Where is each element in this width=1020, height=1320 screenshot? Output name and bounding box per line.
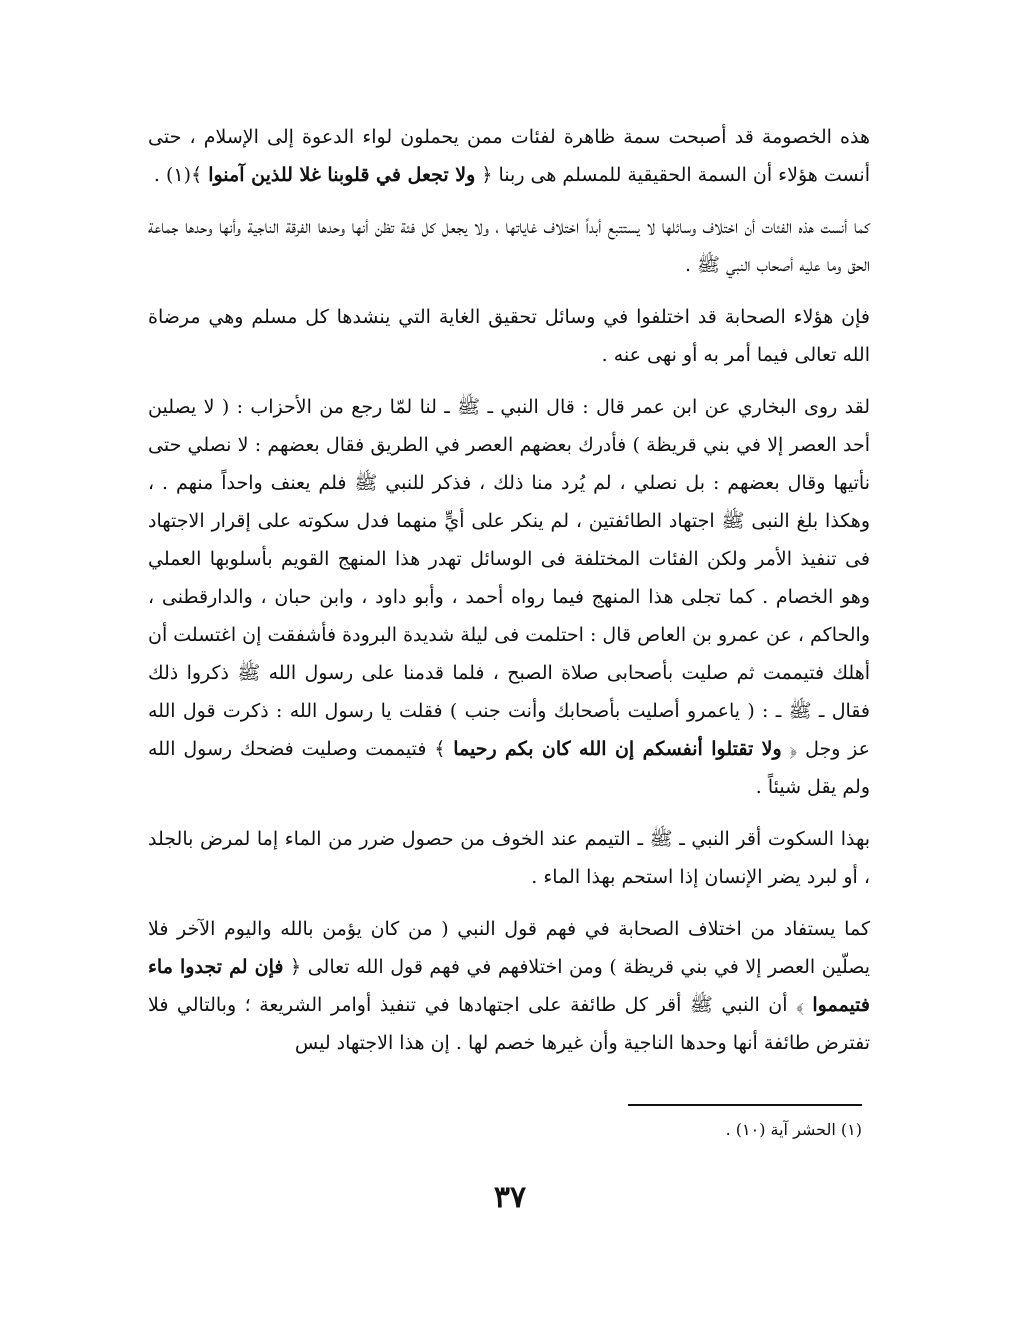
paragraph-2-text: كما أنست هذه الفئات أن اختلاف وسائلها لا يستتبع أبداً اختلاف غاياتها ، ولا يجعل كل فئة تظن أنها وحدها الفرقة الناجية وأنها وحدها جماعة الحق وما عليه أصحاب النبي ﷺ . [148, 216, 870, 276]
paragraph-2 [148, 208, 870, 284]
paragraph-5 [148, 820, 870, 896]
quran-verse-2: ولا تقتلوا أنفسكم إن الله كان بكم رحيما [453, 738, 782, 760]
footnote: (١) الحشر آية (١٠) . [725, 1120, 862, 1139]
paragraph-3 [148, 298, 870, 374]
page-body [148, 118, 870, 1076]
paragraph-6 [148, 910, 870, 1062]
paragraph-1-text: هذه الخصومة قد أصبحت سمة ظاهرة لفئات ممن يحملون لواء الدعوة إلى الإسلام ، حتى أنست هؤلاء أن السمة الحقيقية للمسلم هى ربنا ﴿ [148, 126, 870, 186]
paragraph-5-text: بهذا السكوت أقر النبي ـ ﷺ ـ التيمم عند الخوف من حصول ضرر من الماء إما لمرض بالجلد ، أو لبرد يضر الإنسان إذا استحم بهذا الماء . [148, 828, 870, 888]
paragraph-1-text-end: ﴾(١) . [153, 164, 203, 186]
paragraph-6-text: كما يستفاد من اختلاف الصحابة في فهم قول النبي ( من كان يؤمن بالله واليوم الآخر فلا يصلّين العصر إلا في بني قريظة ) ومن اختلافهم في فهم قول الله تعالى ﴿ [148, 918, 870, 978]
quran-verse-1: ولا تجعل في قلوبنا غلا للذين آمنوا [208, 164, 476, 186]
paragraph-6-text-end: ﴾ أن النبي ﷺ أقر كل طائفة على اجتهادها في تنفيذ أوامر الشريعة ؛ وبالتالي فلا تفترض طائفة أنها وحدها الناجية وأن غيرها خصم لها . إن هذا الاجتهاد ليس [148, 994, 870, 1054]
page-number: ٣٧ [493, 1180, 527, 1215]
paragraph-4 [148, 388, 870, 806]
paragraph-3-text: فإن هؤلاء الصحابة قد اختلفوا في وسائل تحقيق الغاية التي ينشدها كل مسلم وهي مرضاة الله تعالى فيما أمر به أو نهى عنه . [148, 306, 870, 366]
footnote-divider [628, 1104, 862, 1106]
paragraph-1 [148, 118, 870, 194]
paragraph-4-text-end: ﴾ فتيممت وصليت فضحك رسول الله ولم يقل شيئاً . [148, 738, 870, 798]
quran-verse-3: فإن لم تجدوا ماء فتيمموا [148, 956, 870, 1016]
paragraph-4-text: لقد روى البخاري عن ابن عمر قال : قال النبي ـ ﷺ ـ لنا لمّا رجع من الأحزاب : ( لا يصلين أحد العصر إلا في بني قريظة ) فأدرك بعضهم العصر في الطريق فقال بعضهم : لا نصلي حتى نأتيها وقال بعضهم : بل نصلي ، لم يُرد منا ذلك ، فذكر للنبي ﷺ فلم يعنف واحداً منهم . ، وهكذا بلغ النبى ﷺ اجتهاد الطائفتين ، لم ينكر على أيٍّ منهما فدل سكوته على إقرار الاجتهاد فى تنفيذ الأمر ولكن الفئات المختلفة فى الوسائل تهدر هذا المنهج القويم بأسلوبها العملي وهو الخصام . كما تجلى هذا المنهج فيما رواه أحمد ، وأبو داود ، وابن حبان ، والدارقطنى ، والحاكم ، عن عمرو بن العاص قال : احتلمت فى ليلة شديدة البرودة فأشفقت إن اغتسلت أن أهلك فتيممت ثم صليت بأصحابى صلاة الصبح ، فلما قدمنا على رسول الله ﷺ ذكروا ذلك فقال ـ ﷺ ـ : ( ياعمرو أصليت بأصحابك وأنت جنب ) فقلت يا رسول الله : ذكرت قول الله عز وجل ﴿ [148, 396, 871, 760]
